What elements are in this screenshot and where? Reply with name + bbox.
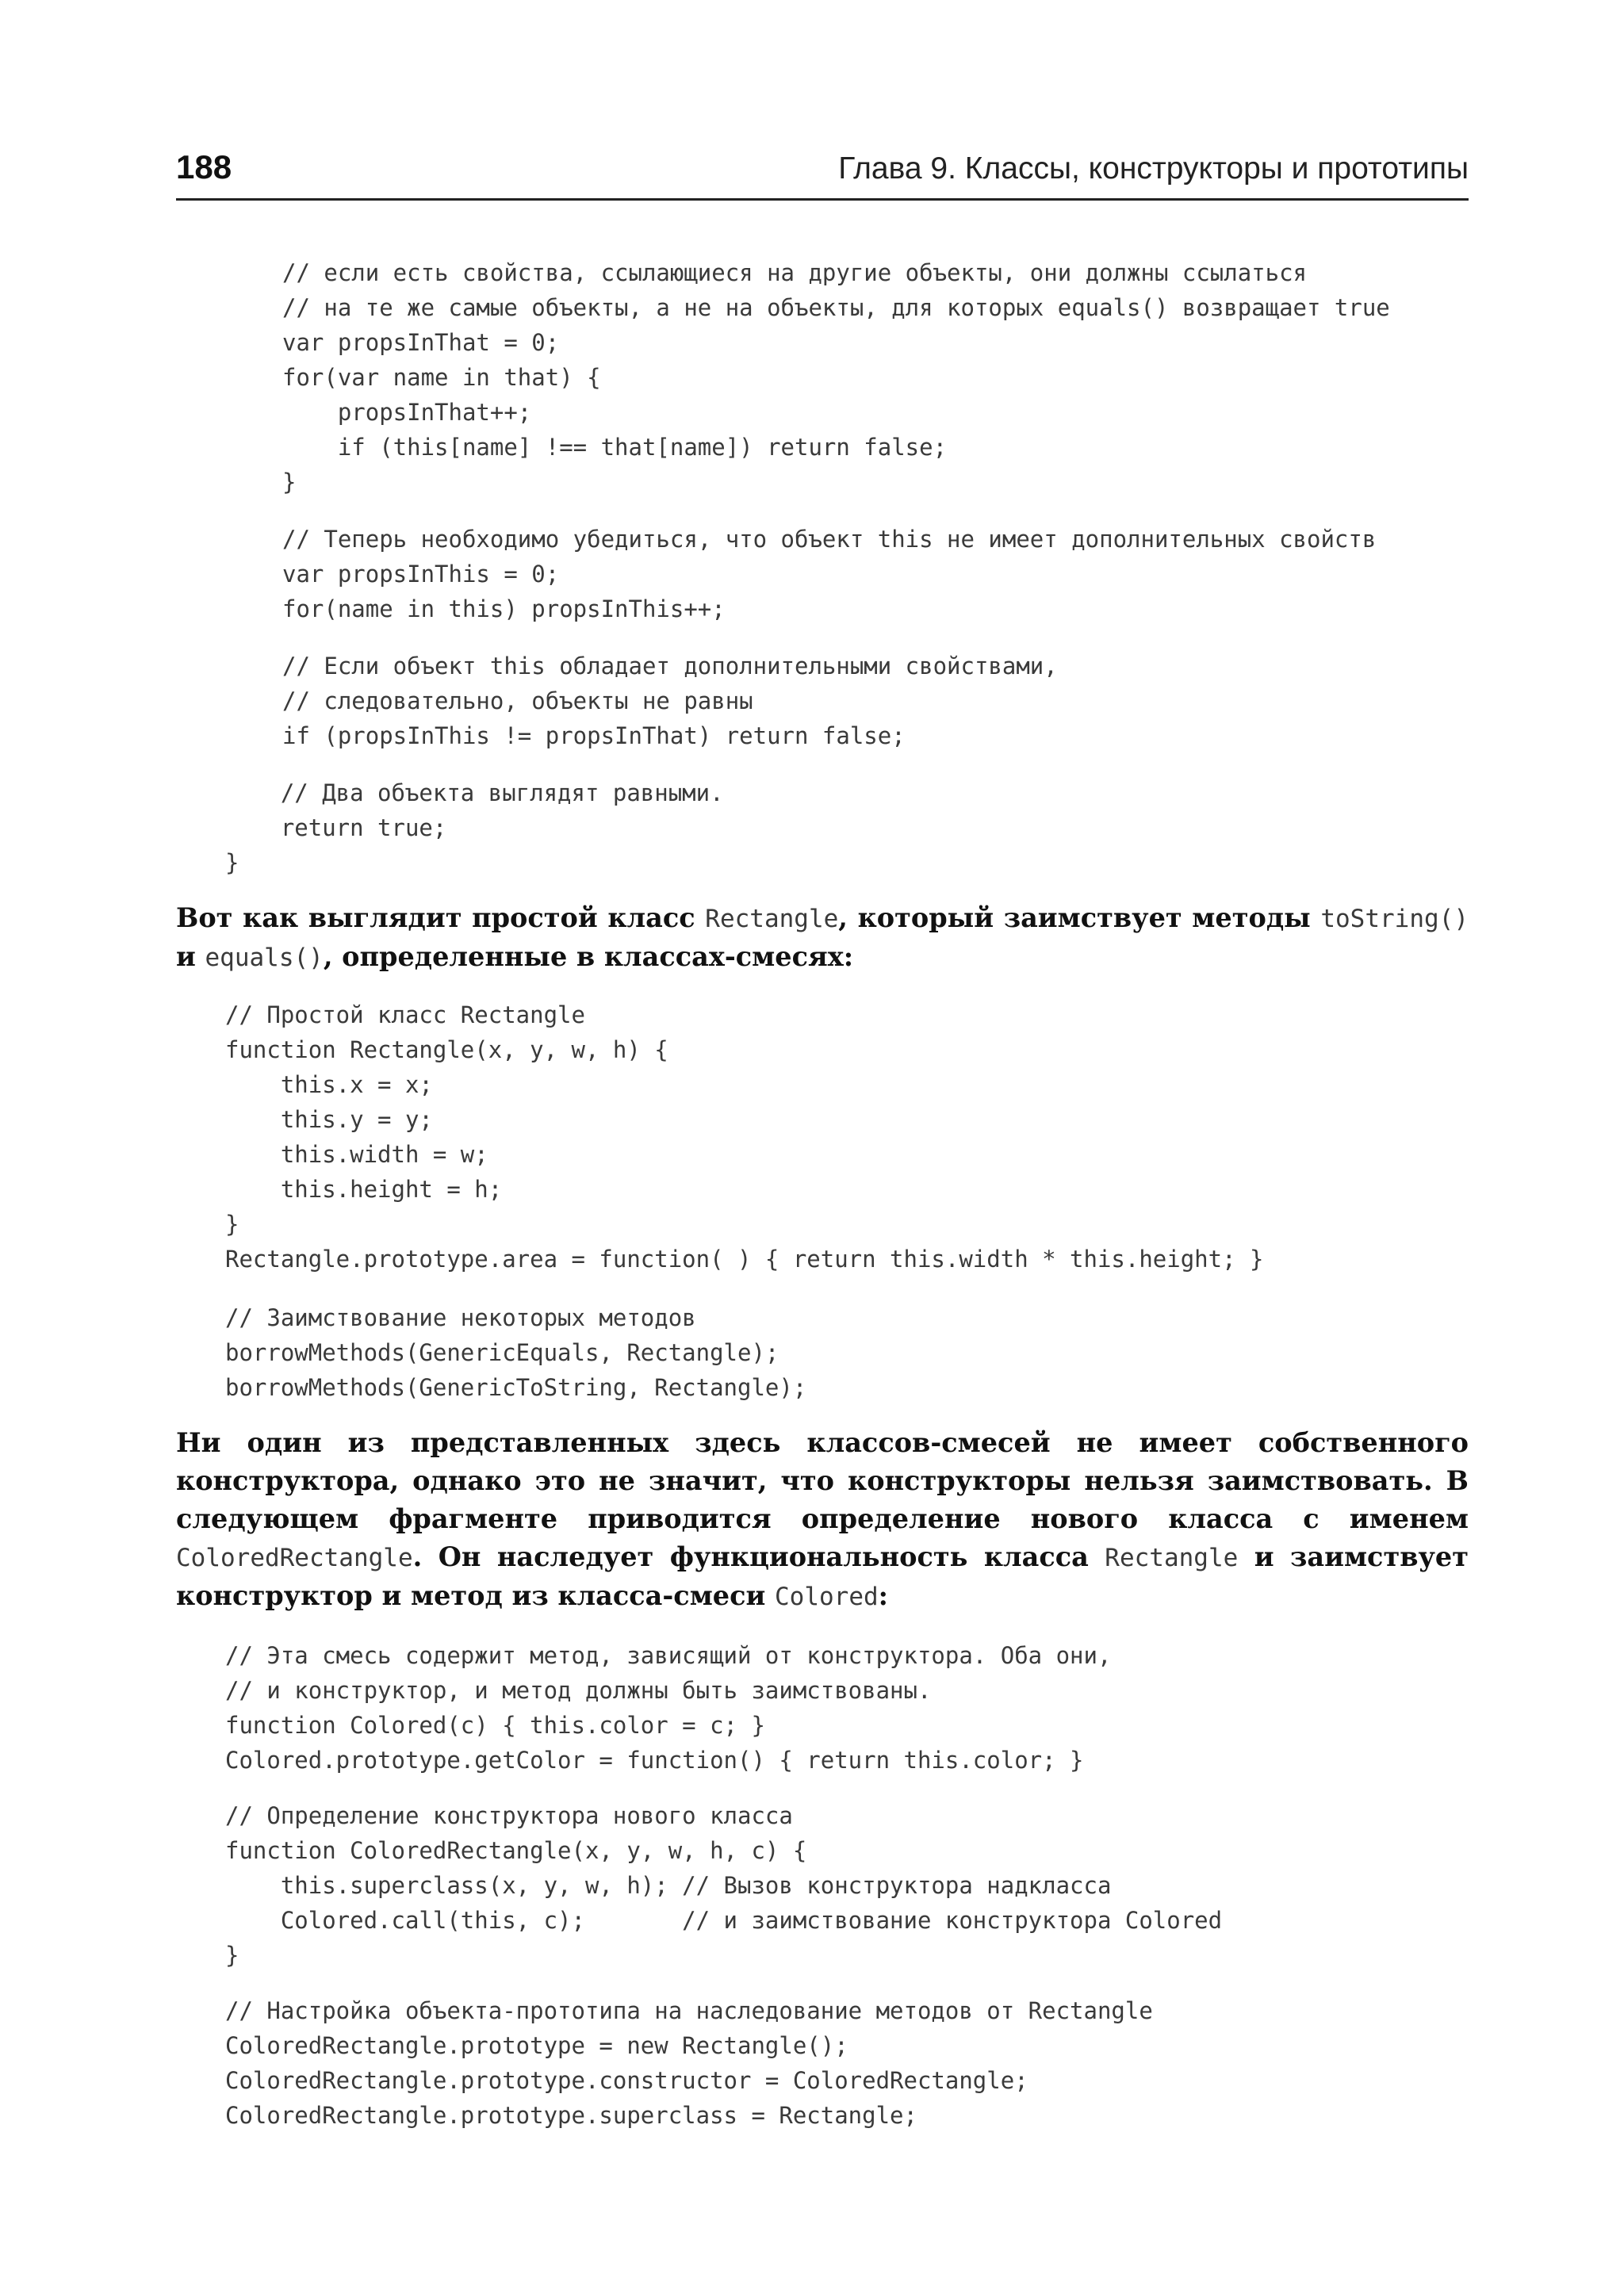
inline-code: Colored [775, 1583, 879, 1611]
code-block-colored-rectangle-constructor: // Определение конструктора нового класса function ColoredRectangle(x, y, w, h, c) { this.superclass(x, y, w, h); // Вызов конструктора надкласса Colored.call(this, c); // и заимствование конструктора Colored } [225, 1802, 1223, 1969]
paragraph-text: , определенные в классах-смесях: [323, 941, 854, 972]
paragraph-text: Ни один из представленных здесь классов-смесей не имеет собственного конструктора, однако это не значит, что конструкторы нельзя заимствовать. В следующем фрагменте приводится определение нового класса с именем [176, 1427, 1469, 1534]
paragraph-text: и [176, 941, 205, 972]
inline-code: Rectangle [705, 905, 839, 933]
paragraph-mixin-constructors [176, 1424, 1469, 1616]
header-divider [176, 198, 1469, 201]
chapter-title: Глава 9. Классы, конструкторы и прототипы [838, 151, 1469, 186]
code-block-count-props: // Теперь необходимо убедиться, что объект this не имеет дополнительных свойств var propsInThis = 0; for(name in this) propsInThis++; [282, 526, 1377, 622]
code-block-colored-mixin: // Эта смесь содержит метод, зависящий от конструктора. Оба они, // и конструктор, и метод должны быть заимствованы. function Colored(c) { this.color = c; } Colored.prototype.getColor = function() { return this.color; } [225, 1642, 1112, 1774]
paragraph-text: и заимствует конструктор и метод из класса-смеси [176, 1541, 1469, 1611]
paragraph-text: : [878, 1580, 889, 1611]
paragraph-text: , который заимствует методы [838, 902, 1321, 933]
inline-code: ColoredRectangle [176, 1544, 413, 1572]
paragraph-text: Вот как выглядит простой класс [176, 902, 706, 933]
inline-code: Rectangle [1105, 1544, 1239, 1572]
code-block-borrow-methods: // Заимствование некоторых методов borrowMethods(GenericEquals, Rectangle); borrowMethods(GenericToString, Rectangle); [225, 1304, 807, 1401]
code-block-compare-counts: // Если объект this обладает дополнительными свойствами, // следовательно, объекты не равны if (propsInThis != propsInThat) return false; [282, 653, 1058, 749]
code-block-equals-compare: // если есть свойства, ссылающиеся на другие объекты, они должны ссылаться // на те же самые объекты, а не на объекты, для которых equals() возвращает true var propsInThat = 0; for(var name in that) { propsInThat++; if (this[name] !== that[name]) return false; } [282, 259, 1390, 496]
code-block-prototype-setup: // Настройка объекта-прототипа на наследование методов от Rectangle ColoredRectangle.prototype = new Rectangle(); ColoredRectangle.prototype.constructor = ColoredRectangle; ColoredRectangle.prototype.superclass = Rectangle; [225, 1997, 1153, 2129]
paragraph-rectangle-intro [176, 899, 1469, 977]
code-block-return-true: // Два объекта выглядят равными. return true; } [225, 779, 724, 876]
inline-code: equals() [205, 944, 324, 972]
inline-code: toString() [1320, 905, 1469, 933]
code-block-rectangle-class: // Простой класс Rectangle function Rectangle(x, y, w, h) { this.x = x; this.y = y; this.width = w; this.height = h; } Rectangle.prototype.area = function( ) { return this.width * this.height; } [225, 1001, 1264, 1273]
page-number: 188 [176, 148, 232, 186]
paragraph-text: . Он наследует функциональность класса [412, 1541, 1105, 1572]
